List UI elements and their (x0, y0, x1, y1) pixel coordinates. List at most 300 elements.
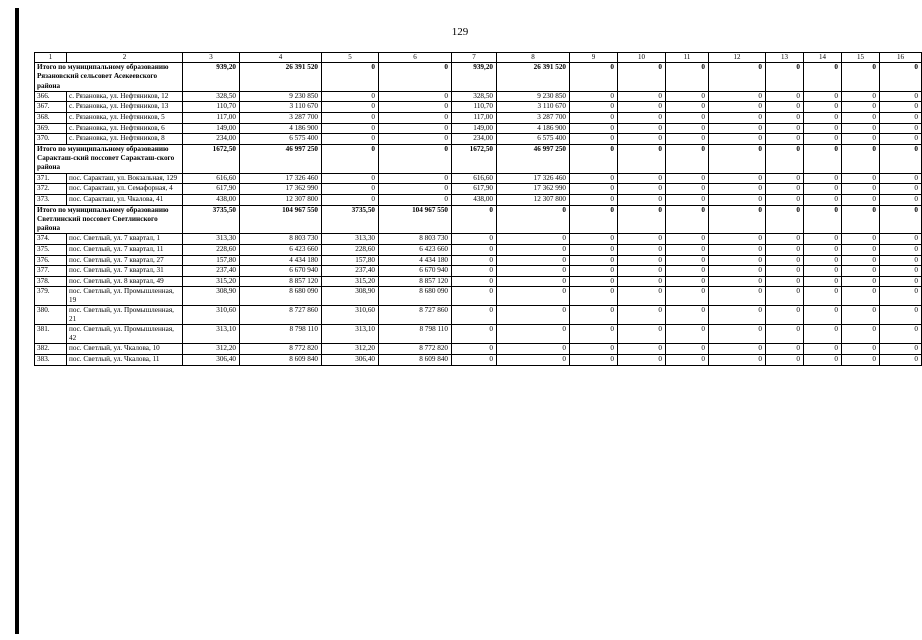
address-cell: пос. Светлый, ул. Промышленная, 42 (67, 325, 183, 344)
value-cell: 0 (497, 354, 570, 365)
table-row (35, 306, 922, 325)
value-cell: 0 (618, 234, 666, 245)
value-cell: 8 609 840 (240, 354, 322, 365)
value-cell: 0 (804, 113, 842, 124)
value-cell: 616,60 (452, 173, 497, 184)
address-cell: пос. Светлый, ул. 7 квартал, 11 (67, 245, 183, 256)
value-cell: 17 326 460 (497, 173, 570, 184)
value-cell: 0 (570, 134, 618, 145)
value-cell: 0 (804, 194, 842, 205)
address-cell: пос. Светлый, ул. 7 квартал, 31 (67, 266, 183, 277)
value-cell: 149,00 (452, 123, 497, 134)
value-cell: 0 (666, 102, 709, 113)
table-row (35, 134, 922, 145)
value-cell: 8 772 820 (379, 344, 452, 355)
value-cell: 0 (804, 354, 842, 365)
value-cell: 0 (880, 91, 922, 102)
value-cell: 0 (666, 306, 709, 325)
value-cell: 0 (842, 255, 880, 266)
value-cell: 0 (570, 173, 618, 184)
value-cell: 228,60 (322, 245, 379, 256)
value-cell: 0 (452, 344, 497, 355)
value-cell: 0 (497, 266, 570, 277)
value-cell: 0 (322, 144, 379, 173)
value-cell: 104 967 550 (379, 205, 452, 234)
value-cell: 3 110 670 (497, 102, 570, 113)
value-cell: 0 (804, 325, 842, 344)
value-cell: 0 (709, 184, 766, 195)
value-cell: 0 (842, 234, 880, 245)
value-cell: 0 (842, 173, 880, 184)
value-cell: 0 (766, 102, 804, 113)
value-cell: 0 (709, 266, 766, 277)
value-cell: 0 (709, 276, 766, 287)
value-cell: 0 (842, 63, 880, 92)
value-cell: 117,00 (183, 113, 240, 124)
value-cell: 0 (804, 306, 842, 325)
value-cell: 0 (497, 234, 570, 245)
value-cell: 0 (570, 276, 618, 287)
value-cell: 0 (379, 194, 452, 205)
value-cell: 315,20 (183, 276, 240, 287)
address-cell: с. Рязановка, ул. Нефтяников, 8 (67, 134, 183, 145)
value-cell: 0 (766, 134, 804, 145)
value-cell: 0 (322, 123, 379, 134)
value-cell: 0 (666, 245, 709, 256)
column-header: 11 (666, 53, 709, 63)
value-cell: 0 (880, 113, 922, 124)
value-cell: 0 (666, 354, 709, 365)
value-cell: 0 (804, 184, 842, 195)
value-cell: 0 (618, 123, 666, 134)
value-cell: 313,30 (322, 234, 379, 245)
value-cell: 0 (766, 344, 804, 355)
value-cell: 0 (322, 91, 379, 102)
value-cell: 0 (709, 255, 766, 266)
value-cell: 0 (570, 123, 618, 134)
value-cell: 0 (666, 255, 709, 266)
value-cell: 0 (804, 91, 842, 102)
value-cell: 328,50 (183, 91, 240, 102)
value-cell: 0 (804, 205, 842, 234)
row-number: 372. (35, 184, 67, 195)
value-cell: 0 (497, 276, 570, 287)
value-cell: 0 (379, 184, 452, 195)
table-row (35, 184, 922, 195)
value-cell: 0 (766, 205, 804, 234)
value-cell: 157,80 (322, 255, 379, 266)
value-cell: 0 (666, 123, 709, 134)
value-cell: 0 (766, 287, 804, 306)
value-cell: 0 (709, 134, 766, 145)
value-cell: 0 (880, 63, 922, 92)
value-cell: 8 798 110 (240, 325, 322, 344)
value-cell: 0 (666, 134, 709, 145)
value-cell: 0 (766, 123, 804, 134)
table-row (35, 173, 922, 184)
value-cell: 0 (766, 91, 804, 102)
value-cell: 0 (570, 255, 618, 266)
value-cell: 0 (842, 91, 880, 102)
subtotal-label: Итого по муниципальному образованию Рязановский сельсовет Асекеевского района (35, 63, 183, 92)
table-row (35, 245, 922, 256)
address-cell: пос. Саракташ, ул. Вокзальная, 129 (67, 173, 183, 184)
row-number: 369. (35, 123, 67, 134)
value-cell: 0 (570, 184, 618, 195)
value-cell: 0 (379, 134, 452, 145)
value-cell: 0 (379, 63, 452, 92)
column-header: 2 (67, 53, 183, 63)
value-cell: 8 727 860 (240, 306, 322, 325)
value-cell: 0 (766, 354, 804, 365)
table-row (35, 354, 922, 365)
value-cell: 0 (570, 354, 618, 365)
value-cell: 8 680 090 (240, 287, 322, 306)
value-cell: 308,90 (322, 287, 379, 306)
value-cell: 0 (618, 144, 666, 173)
value-cell: 0 (709, 234, 766, 245)
row-number: 380. (35, 306, 67, 325)
value-cell: 0 (666, 276, 709, 287)
value-cell: 0 (842, 113, 880, 124)
value-cell: 0 (570, 266, 618, 277)
value-cell: 0 (842, 102, 880, 113)
value-cell: 0 (618, 344, 666, 355)
value-cell: 0 (666, 266, 709, 277)
value-cell: 310,60 (322, 306, 379, 325)
table-row (35, 266, 922, 277)
value-cell: 0 (842, 184, 880, 195)
value-cell: 234,00 (452, 134, 497, 145)
value-cell: 0 (709, 144, 766, 173)
value-cell: 117,00 (452, 113, 497, 124)
value-cell: 8 798 110 (379, 325, 452, 344)
table-row (35, 91, 922, 102)
value-cell: 0 (766, 276, 804, 287)
value-cell: 12 307 800 (240, 194, 322, 205)
value-cell: 3 287 700 (240, 113, 322, 124)
value-cell: 0 (880, 102, 922, 113)
value-cell: 0 (880, 134, 922, 145)
table-row (35, 234, 922, 245)
column-header: 16 (880, 53, 922, 63)
address-cell: пос. Светлый, ул. 8 квартал, 49 (67, 276, 183, 287)
value-cell: 328,50 (452, 91, 497, 102)
value-cell: 0 (709, 102, 766, 113)
address-cell: пос. Саракташ, ул. Семафорная, 4 (67, 184, 183, 195)
column-header: 9 (570, 53, 618, 63)
value-cell: 0 (570, 63, 618, 92)
value-cell: 0 (452, 325, 497, 344)
value-cell: 0 (766, 255, 804, 266)
value-cell: 0 (804, 276, 842, 287)
subtotal-row (35, 205, 922, 234)
value-cell: 0 (666, 205, 709, 234)
value-cell: 8 857 120 (379, 276, 452, 287)
row-number: 368. (35, 113, 67, 124)
value-cell: 1672,50 (452, 144, 497, 173)
table-row (35, 287, 922, 306)
value-cell: 0 (666, 194, 709, 205)
value-cell: 310,60 (183, 306, 240, 325)
value-cell: 9 230 850 (240, 91, 322, 102)
value-cell: 228,60 (183, 245, 240, 256)
value-cell: 0 (880, 354, 922, 365)
page-number: 129 (451, 26, 469, 38)
row-number: 379. (35, 287, 67, 306)
value-cell: 0 (379, 173, 452, 184)
value-cell: 8 772 820 (240, 344, 322, 355)
value-cell: 0 (618, 113, 666, 124)
value-cell: 0 (618, 184, 666, 195)
value-cell: 0 (666, 63, 709, 92)
address-cell: с. Рязановка, ул. Нефтяников, 13 (67, 102, 183, 113)
value-cell: 0 (618, 91, 666, 102)
value-cell: 0 (379, 91, 452, 102)
value-cell: 0 (322, 194, 379, 205)
value-cell: 0 (880, 205, 922, 234)
value-cell: 110,70 (183, 102, 240, 113)
value-cell: 0 (842, 344, 880, 355)
value-cell: 12 307 800 (497, 194, 570, 205)
value-cell: 0 (709, 63, 766, 92)
value-cell: 237,40 (183, 266, 240, 277)
value-cell: 0 (766, 194, 804, 205)
value-cell: 0 (842, 354, 880, 365)
value-cell: 0 (570, 91, 618, 102)
value-cell: 0 (666, 113, 709, 124)
value-cell: 0 (880, 325, 922, 344)
value-cell: 0 (452, 306, 497, 325)
column-header: 6 (379, 53, 452, 63)
value-cell: 0 (618, 276, 666, 287)
value-cell: 939,20 (452, 63, 497, 92)
value-cell: 0 (804, 234, 842, 245)
value-cell: 0 (880, 287, 922, 306)
value-cell: 17 362 990 (240, 184, 322, 195)
value-cell: 8 857 120 (240, 276, 322, 287)
value-cell: 939,20 (183, 63, 240, 92)
value-cell: 0 (322, 102, 379, 113)
value-cell: 0 (618, 354, 666, 365)
value-cell: 0 (452, 354, 497, 365)
value-cell: 8 803 730 (240, 234, 322, 245)
value-cell: 0 (804, 173, 842, 184)
value-cell: 3735,50 (322, 205, 379, 234)
value-cell: 0 (842, 134, 880, 145)
value-cell: 4 186 900 (497, 123, 570, 134)
value-cell: 104 967 550 (240, 205, 322, 234)
value-cell: 3 287 700 (497, 113, 570, 124)
value-cell: 306,40 (183, 354, 240, 365)
value-cell: 0 (880, 234, 922, 245)
value-cell: 157,80 (183, 255, 240, 266)
value-cell: 0 (452, 287, 497, 306)
address-cell: пос. Саракташ, ул. Чкалова, 41 (67, 194, 183, 205)
value-cell: 0 (709, 325, 766, 344)
value-cell: 313,30 (183, 234, 240, 245)
value-cell: 0 (666, 184, 709, 195)
header-row (35, 53, 922, 63)
value-cell: 312,20 (183, 344, 240, 355)
value-cell: 0 (766, 173, 804, 184)
value-cell: 0 (709, 91, 766, 102)
value-cell: 0 (570, 287, 618, 306)
value-cell: 0 (570, 245, 618, 256)
value-cell: 0 (618, 205, 666, 234)
value-cell: 6 423 660 (379, 245, 452, 256)
value-cell: 0 (570, 344, 618, 355)
row-number: 371. (35, 173, 67, 184)
value-cell: 617,90 (183, 184, 240, 195)
value-cell: 0 (379, 123, 452, 134)
value-cell: 0 (880, 306, 922, 325)
value-cell: 0 (804, 245, 842, 256)
column-header: 3 (183, 53, 240, 63)
value-cell: 0 (804, 255, 842, 266)
value-cell: 0 (709, 354, 766, 365)
value-cell: 0 (880, 266, 922, 277)
value-cell: 0 (766, 325, 804, 344)
value-cell: 0 (804, 63, 842, 92)
value-cell: 0 (766, 245, 804, 256)
value-cell: 8 727 860 (379, 306, 452, 325)
table-body (35, 53, 922, 366)
subtotal-row (35, 63, 922, 92)
column-header: 15 (842, 53, 880, 63)
value-cell: 0 (570, 102, 618, 113)
value-cell: 0 (709, 173, 766, 184)
value-cell: 0 (379, 113, 452, 124)
value-cell: 0 (842, 266, 880, 277)
value-cell: 0 (709, 113, 766, 124)
value-cell: 0 (452, 245, 497, 256)
value-cell: 0 (880, 245, 922, 256)
value-cell: 0 (618, 245, 666, 256)
subtotal-label: Итого по муниципальному образованию Светлинский поссовет Светлинского района (35, 205, 183, 234)
row-number: 370. (35, 134, 67, 145)
value-cell: 0 (618, 102, 666, 113)
value-cell: 46 997 250 (497, 144, 570, 173)
value-cell: 4 434 180 (240, 255, 322, 266)
column-header: 14 (804, 53, 842, 63)
value-cell: 0 (880, 194, 922, 205)
value-cell: 0 (709, 306, 766, 325)
value-cell: 0 (709, 287, 766, 306)
value-cell: 0 (842, 123, 880, 134)
value-cell: 0 (618, 287, 666, 306)
value-cell: 0 (804, 266, 842, 277)
value-cell: 0 (570, 194, 618, 205)
value-cell: 0 (766, 306, 804, 325)
value-cell: 0 (880, 344, 922, 355)
column-header: 4 (240, 53, 322, 63)
table-row (35, 255, 922, 266)
column-header: 12 (709, 53, 766, 63)
value-cell: 0 (618, 306, 666, 325)
value-cell: 0 (618, 194, 666, 205)
value-cell: 0 (766, 184, 804, 195)
value-cell: 0 (842, 194, 880, 205)
row-number: 383. (35, 354, 67, 365)
value-cell: 0 (880, 255, 922, 266)
address-cell: пос. Светлый, ул. Промышленная, 21 (67, 306, 183, 325)
value-cell: 0 (842, 287, 880, 306)
value-cell: 0 (322, 173, 379, 184)
value-cell: 438,00 (452, 194, 497, 205)
value-cell: 0 (842, 276, 880, 287)
value-cell: 0 (842, 306, 880, 325)
value-cell: 0 (766, 266, 804, 277)
value-cell: 26 391 520 (497, 63, 570, 92)
value-cell: 6 423 660 (240, 245, 322, 256)
value-cell: 110,70 (452, 102, 497, 113)
table-row (35, 276, 922, 287)
value-cell: 0 (804, 123, 842, 134)
address-cell: пос. Светлый, ул. Промышленная, 19 (67, 287, 183, 306)
value-cell: 1672,50 (183, 144, 240, 173)
value-cell: 0 (709, 205, 766, 234)
value-cell: 0 (497, 255, 570, 266)
column-header: 8 (497, 53, 570, 63)
value-cell: 0 (709, 245, 766, 256)
value-cell: 0 (570, 113, 618, 124)
column-header: 7 (452, 53, 497, 63)
value-cell: 313,10 (183, 325, 240, 344)
value-cell: 0 (880, 276, 922, 287)
value-cell: 0 (452, 234, 497, 245)
value-cell: 8 803 730 (379, 234, 452, 245)
value-cell: 0 (497, 325, 570, 344)
row-number: 378. (35, 276, 67, 287)
address-cell: с. Рязановка, ул. Нефтяников, 12 (67, 91, 183, 102)
value-cell: 0 (452, 276, 497, 287)
value-cell: 0 (497, 287, 570, 306)
subtotal-label: Итого по муниципальному образованию Саракташ-ский поссовет Саракташ-ского района (35, 144, 183, 173)
address-cell: с. Рязановка, ул. Нефтяников, 5 (67, 113, 183, 124)
value-cell: 0 (880, 144, 922, 173)
value-cell: 6 670 940 (379, 266, 452, 277)
row-number: 382. (35, 344, 67, 355)
row-number: 367. (35, 102, 67, 113)
value-cell: 0 (618, 255, 666, 266)
value-cell: 308,90 (183, 287, 240, 306)
row-number: 375. (35, 245, 67, 256)
address-cell: с. Рязановка, ул. Нефтяников, 6 (67, 123, 183, 134)
column-header: 5 (322, 53, 379, 63)
value-cell: 0 (618, 63, 666, 92)
value-cell: 6 670 940 (240, 266, 322, 277)
value-cell: 0 (322, 113, 379, 124)
value-cell: 0 (497, 205, 570, 234)
value-cell: 0 (666, 344, 709, 355)
table-row (35, 194, 922, 205)
value-cell: 0 (322, 63, 379, 92)
value-cell: 0 (379, 102, 452, 113)
value-cell: 0 (766, 113, 804, 124)
value-cell: 0 (842, 144, 880, 173)
value-cell: 0 (666, 91, 709, 102)
value-cell: 8 609 840 (379, 354, 452, 365)
value-cell: 0 (766, 144, 804, 173)
binding-bar (15, 8, 19, 634)
value-cell: 0 (842, 325, 880, 344)
table-row (35, 325, 922, 344)
value-cell: 0 (570, 144, 618, 173)
value-cell: 0 (570, 234, 618, 245)
value-cell: 0 (766, 234, 804, 245)
row-number: 381. (35, 325, 67, 344)
